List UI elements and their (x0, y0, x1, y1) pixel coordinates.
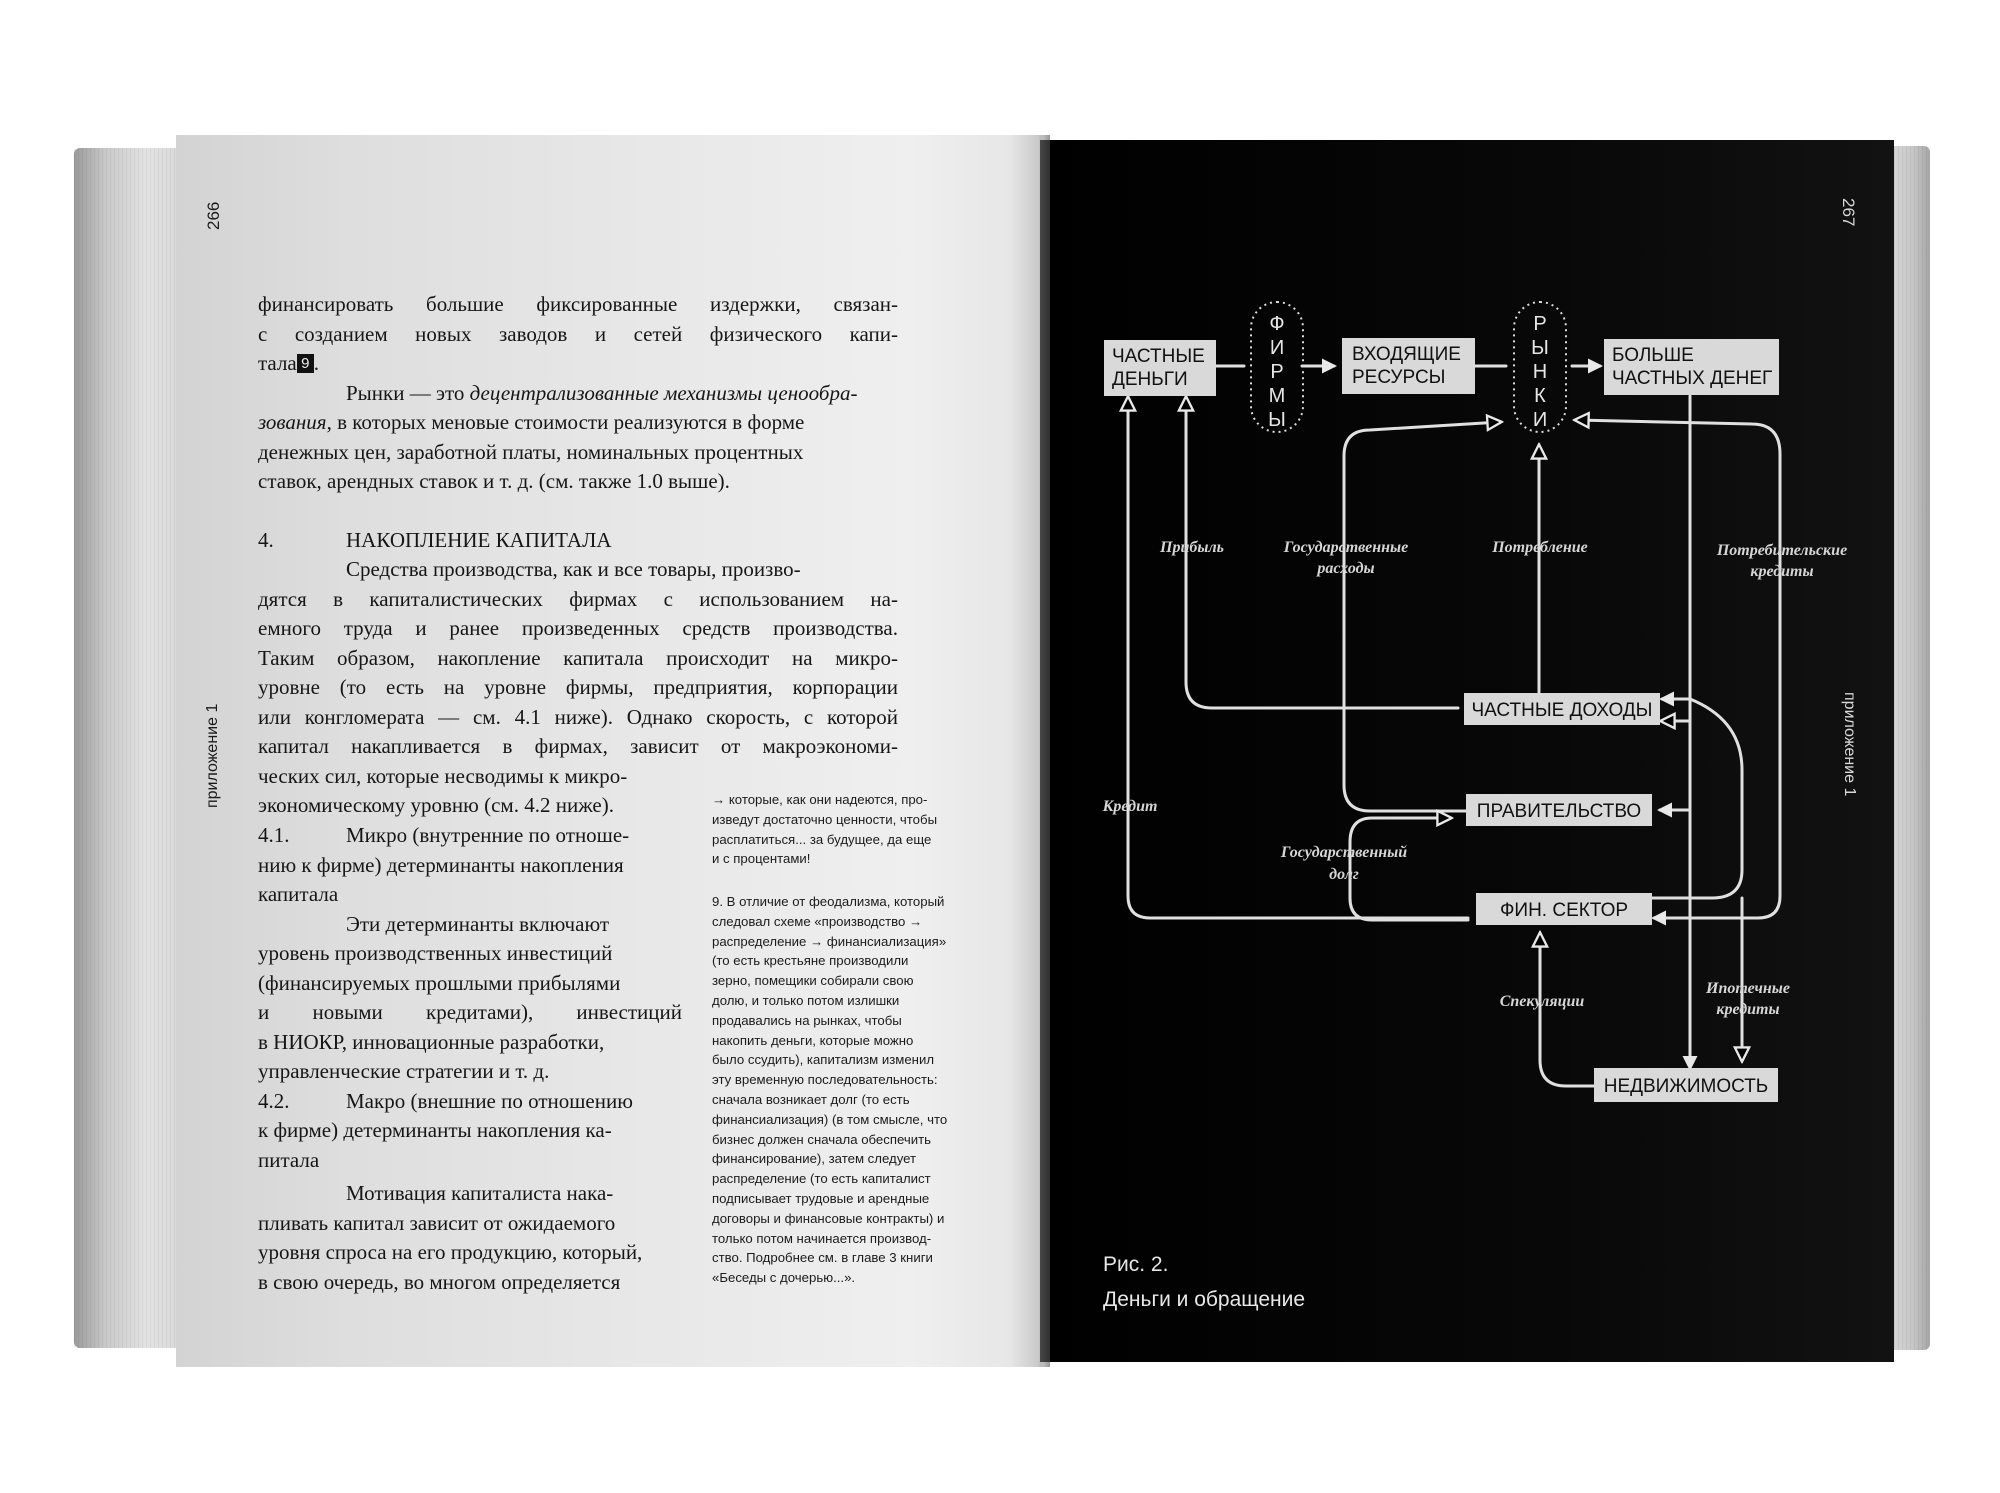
arrow-speculation (1540, 934, 1620, 1086)
text-line: экономическому уровню (см. 4.2 ниже). (258, 793, 614, 817)
text-line: Мотивация капиталиста нака- (346, 1181, 614, 1205)
more-money-label-2: ЧАСТНЫХ ДЕНЕГ (1612, 368, 1773, 389)
footnote-9: 9. В отличие от феодализма, который следовал схеме «производство → распределение → финансиализация» (то есть крестьяне производили зерно, помещики собирали свою долю, и только потом излишки продавались на рынках, чтобы накопить деньги, которые можно было ссудить), капитализм изменил эту временную последовательность: сначала возникает долг (то есть финансиализация) (в том смысле, что бизнес должен сначала обеспечить финансирование), затем следует распределение (то есть капиталист подписывает трудовые и арендные договоры и финансовые контракты) и только потом начинается производ- ство. Подробнее см. в главе 3 книги «Беседы с дочерью...». (712, 894, 948, 1286)
right-running-head: приложение 1 (1841, 692, 1858, 797)
text-line: ческих сил, которые несводимы к микро- (258, 763, 628, 788)
government-label: ПРАВИТЕЛЬСТВО (1476, 801, 1642, 822)
text-line: в свою очередь, во многом определяется (258, 1269, 621, 1294)
more-money-label: БОЛЬШЕ (1612, 345, 1694, 366)
gov-spending-label: Государственные (1283, 539, 1409, 556)
text-line: к фирме) детерминанты накопления ка- (258, 1118, 612, 1142)
mortgages-label: Ипотечные (1706, 980, 1790, 997)
consumer-credit-label: Потребительские (1716, 542, 1848, 559)
text-line: Рынки — это децентрализованные механизмы ценообра- (346, 380, 858, 405)
footnote-marker[interactable]: 9 (297, 354, 314, 373)
private-money-label-2: ДЕНЬГИ (1112, 369, 1188, 390)
figure-caption-number: Рис. 2. (1103, 1253, 1169, 1276)
text-line: капитал накапливается в фирмах, зависит от макроэкономи- (258, 734, 898, 758)
firms-letter: И (1269, 337, 1285, 359)
markets-letter: К (1534, 385, 1546, 407)
text-line: пливать капитал зависит от ожидаемого (258, 1210, 616, 1235)
real-estate-label: НЕДВИЖИМОСТЬ (1603, 1076, 1769, 1097)
text-line: дятся в капиталистических фирмах с использованием на- (258, 586, 898, 611)
text-line: Средства производства, как и все товары, произво- (346, 557, 801, 581)
arrow-government-spending (1344, 422, 1500, 811)
firms-letter: Ф (1269, 313, 1285, 335)
markets-label (1531, 313, 1549, 431)
text-line: ставок, арендных ставок и т. д. (см. также 1.0 выше). (258, 469, 730, 493)
left-running-head: приложение 1 (204, 703, 221, 808)
subsection-heading: 4.2. Макро (внешние по отношению (258, 1088, 633, 1113)
text-line: денежных цен, заработной платы, номинальных процентных (258, 439, 804, 464)
figure-caption-title: Деньги и обращение (1103, 1288, 1306, 1311)
subsection-heading: 4.1. Микро (внутренние по отноше- (258, 823, 630, 847)
private-money-label: ЧАСТНЫЕ (1112, 346, 1205, 367)
text-line: Эти детерминанты включают (346, 911, 610, 936)
text-line: тала 9 . (258, 351, 319, 375)
text-line: или конгломерата — см. 4.1 ниже). Однако скорость, с которой (258, 704, 898, 729)
section-title: НАКОПЛЕНИЕ КАПИТАЛА (346, 527, 612, 552)
gov-debt-label-2: долг (1329, 866, 1359, 883)
section-number: 4. (258, 527, 274, 552)
markets-letter: И (1532, 409, 1548, 431)
text-line: емного труда и ранее произведенных средств производства. (258, 616, 898, 640)
text-line: уровень производственных инвестиций (258, 941, 613, 965)
firms-letter: М (1268, 385, 1286, 407)
text-line: (финансируемых прошлыми прибылями (258, 970, 621, 995)
text-line: уровня спроса на его продукцию, который, (258, 1240, 643, 1264)
gov-debt-label: Государственный (1280, 844, 1408, 861)
gov-spending-label-2: расходы (1317, 560, 1375, 577)
text-line: и новыми кредитами), инвестиций (258, 1000, 682, 1024)
fin-sector-label: ФИН. СЕКТОР (1499, 900, 1629, 921)
text-line: в НИОКР, инновационные разработки, (258, 1029, 605, 1054)
arrow-credit (1128, 398, 1468, 918)
text-line: капитала (258, 882, 339, 906)
text-line: управленческие стратегии и т. д. (258, 1059, 550, 1083)
text-line: уровне (то есть на уровне фирмы, предприятия, корпорации (258, 675, 898, 699)
speculation-label: Спекуляции (1499, 993, 1585, 1010)
private-income-label: ЧАСТНЫЕ ДОХОДЫ (1471, 700, 1653, 721)
text-line: Таким образом, накопление капитала происходит на микро- (258, 645, 898, 670)
inputs-label-2: РЕСУРСЫ (1352, 367, 1446, 388)
profit-label: Прибыль (1160, 539, 1224, 556)
text-line: с созданием новых заводов и сетей физического капи- (258, 321, 898, 346)
firms-letter: Ы (1268, 409, 1286, 431)
markets-letter: Ы (1531, 337, 1549, 359)
arrow-government-debt (1350, 818, 1468, 920)
text-line: финансировать большие фиксированные издержки, связан- (258, 292, 898, 316)
firms-label (1268, 313, 1286, 431)
markets-letter: Р (1533, 313, 1547, 335)
consumption-label: Потребление (1492, 539, 1588, 556)
right-page-number: 267 (1839, 198, 1858, 227)
text-line: нию к фирме) детерминанты накопления (258, 852, 624, 877)
text-line: зования, в которых меновые стоимости реализуются в форме (258, 410, 805, 434)
arrow-consumer-credit (1576, 420, 1780, 918)
left-page-number: 266 (204, 201, 223, 230)
inputs-label: ВХОДЯЩИЕ (1352, 344, 1461, 365)
markets-letter: Н (1532, 361, 1548, 383)
firms-letter: Р (1270, 361, 1284, 383)
consumer-credit-label-2: кредиты (1750, 563, 1814, 580)
side-note-1: → которые, как они надеются, про- изведут достаточно ценности, чтобы расплатиться... за будущее, да еще и с процентами! (712, 792, 938, 867)
credit-label: Кредит (1102, 798, 1158, 815)
mortgages-label-2: кредиты (1716, 1001, 1780, 1018)
text-line: питала (258, 1147, 320, 1172)
